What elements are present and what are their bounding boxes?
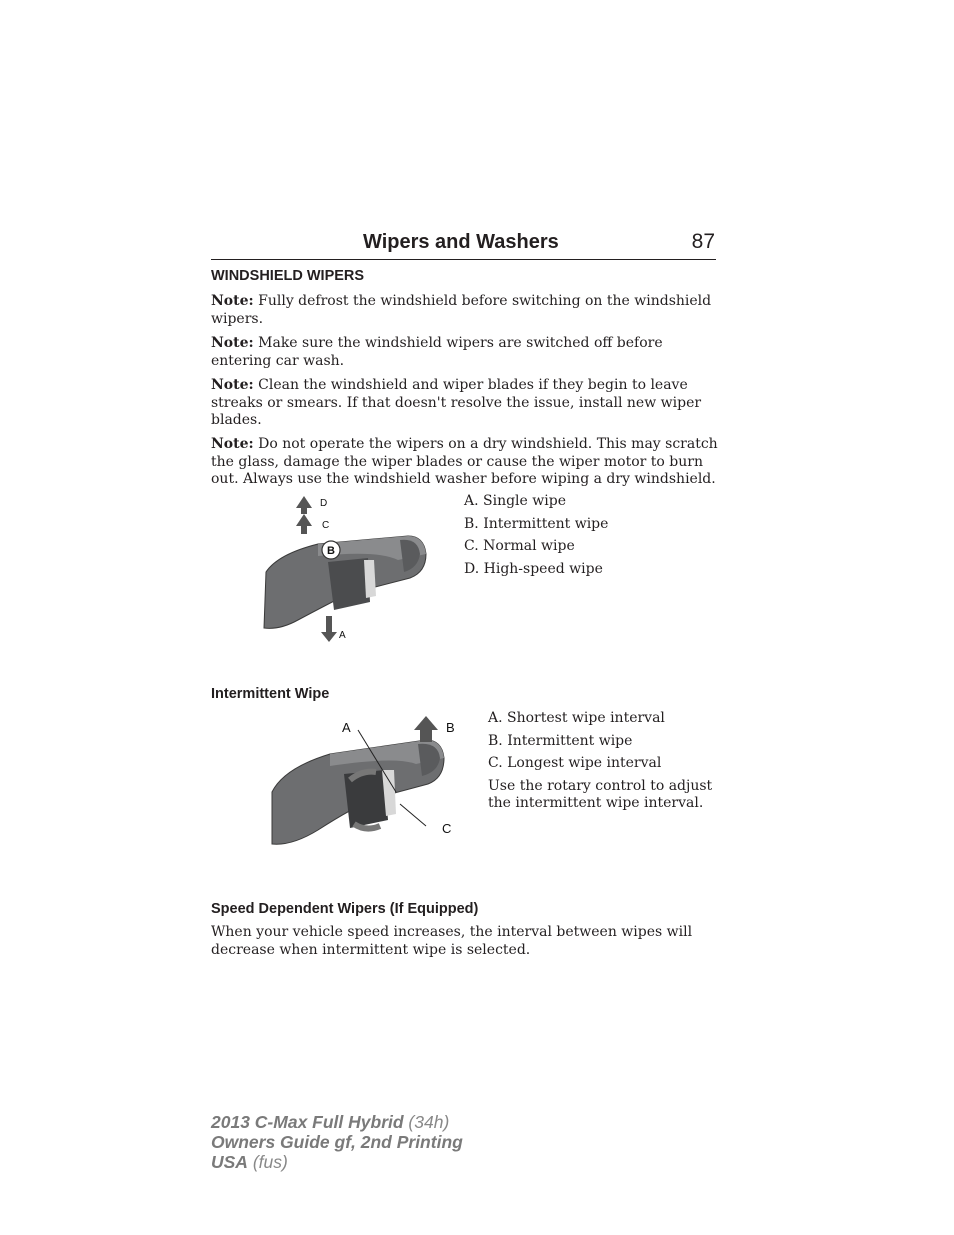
label-a: A (342, 720, 351, 735)
intermittent-wipe-heading: Intermittent Wipe (211, 686, 330, 702)
speed-dependent-heading: Speed Dependent Wipers (If Equipped) (211, 901, 479, 917)
speed-dependent-text: When your vehicle speed increases, the interval between wipes will decrease when intermittent wipe is selected. (211, 924, 693, 958)
windshield-wipers-heading: WINDSHIELD WIPERS (211, 268, 365, 284)
arrow-up-c-icon (296, 514, 312, 534)
note-1 (211, 293, 721, 328)
arrow-down-a-icon (321, 616, 337, 642)
footer-code: (34h) (403, 1112, 450, 1132)
note-label: Note: (211, 377, 254, 393)
arrow-up-b-icon (414, 716, 438, 742)
note-4 (211, 436, 721, 489)
legend-item: C. Longest wipe interval (488, 755, 662, 771)
page-number: 87 (691, 230, 715, 253)
footer-market-code: (fus) (247, 1152, 288, 1172)
footer-line-1 (211, 1112, 463, 1132)
footer-model: 2013 C-Max Full Hybrid (211, 1112, 404, 1132)
legend-item: A. Shortest wipe interval (488, 710, 665, 726)
section-title: Wipers and Washers (363, 231, 559, 253)
note-3 (211, 377, 721, 430)
label-b: B (327, 545, 335, 557)
legend-item: B. Intermittent wipe (488, 732, 633, 749)
note-2 (211, 335, 721, 370)
note-label: Note: (211, 436, 254, 452)
legend-description: Use the rotary control to adjust the intermittent wipe interval. (488, 777, 713, 811)
footer-line-3 (211, 1152, 463, 1172)
note-text: Fully defrost the windshield before switching on the windshield wipers. (211, 293, 712, 327)
legend-item: B. Intermittent wipe (464, 515, 609, 532)
label-a: A (339, 630, 346, 641)
arrow-up-d-icon (296, 496, 312, 514)
footer-market: USA (211, 1152, 248, 1172)
rotary-control-figure (266, 712, 466, 852)
note-text: Make sure the windshield wipers are switched off before entering car wash. (211, 335, 663, 369)
wiper-stalk-figure (258, 492, 438, 642)
legend-item: A. Single wipe (464, 493, 566, 509)
label-b: B (446, 720, 455, 735)
note-text: Clean the windshield and wiper blades if they begin to leave streaks or smears. If that doesn't resolve the issue, install new wiper blades. (211, 377, 702, 428)
legend-item: D. High-speed wipe (464, 560, 603, 577)
note-label: Note: (211, 293, 254, 309)
rotary-down-arrow-icon (354, 824, 380, 829)
legend-item: C. Normal wipe (464, 538, 575, 554)
note-label: Note: (211, 335, 254, 351)
label-c: C (322, 520, 330, 531)
note-text: Do not operate the wipers on a dry windshield. This may scratch the glass, damage the wiper blades or cause the wiper motor to burn out. Always use the windshield washer before wiping a dry windshield. (211, 436, 718, 487)
intermittent-legend (488, 710, 718, 818)
footer (211, 1112, 463, 1172)
page-header (211, 228, 716, 260)
label-c: C (442, 821, 452, 836)
footer-guide: Owners Guide gf, 2nd Printing (211, 1132, 463, 1152)
footer-line-2 (211, 1132, 463, 1152)
label-d: D (320, 498, 328, 509)
wiper-legend (464, 493, 608, 583)
